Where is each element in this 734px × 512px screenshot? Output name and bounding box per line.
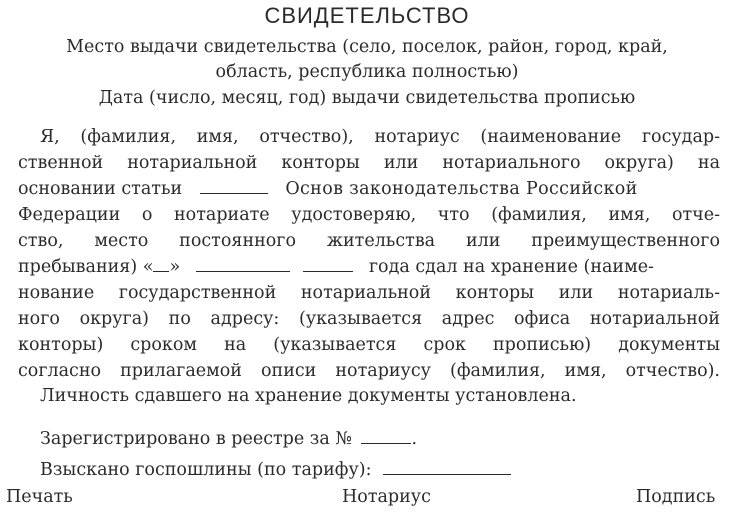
law-name: Основ законодательства Российской (285, 179, 638, 199)
notary-label: Нотариус (342, 487, 431, 507)
seal-label: Печать (6, 487, 73, 507)
article-number-blank[interactable] (200, 178, 268, 194)
body-line-1: Я, (фамилия, имя, отчество), нотариус (наименование государ- (40, 127, 720, 147)
article-label: основании статьи (18, 179, 183, 199)
year-blank[interactable] (303, 256, 353, 272)
fee-amount-blank[interactable] (383, 459, 511, 475)
body-line-10: согласно прилагаемой описи нотариусу (фамилия, имя, отчество). (18, 361, 720, 381)
registry-label: Зарегистрировано в реестре за № (40, 429, 352, 449)
body-line-2: ственной нотариальной конторы или нотариального округа) на (18, 153, 720, 173)
body-line-5: ство, место постоянного жительства или преимущественного (18, 231, 720, 251)
body-line-8: ного округа) по адресу: (указывается адрес офиса нотариальной (18, 309, 720, 329)
registry-line (40, 428, 417, 450)
month-blank[interactable] (196, 256, 290, 272)
document-title: СВИДЕТЕЛЬСТВО (264, 3, 470, 28)
body-line-9: конторы) сроком на (указывается срок прописью) документы (18, 335, 720, 355)
issue-place-line-1: Место выдачи свидетельства (село, поселок, район, город, край, (66, 37, 668, 57)
body-line-3 (18, 178, 720, 200)
body-line-7: нование государственной нотариальной конторы или нотариаль- (18, 283, 720, 303)
issue-date-line: Дата (число, месяц, год) выдачи свидетельства прописью (98, 88, 636, 108)
signature-label: Подпись (636, 487, 716, 507)
identity-line: Личность сдавшего на хранение документы установлена. (40, 386, 577, 406)
body-line-4: Федерации о нотариате удостоверяю, что (фамилия, имя, отче- (18, 205, 720, 225)
fee-line (40, 459, 511, 481)
body-line-6 (18, 256, 720, 278)
registry-number-blank[interactable] (361, 428, 411, 444)
fee-label: Взыскано госпошлины (по тарифу): (40, 460, 372, 480)
issue-place-line-2: область, республика полностью) (215, 62, 519, 82)
registry-period: . (411, 429, 418, 449)
deposit-text: года сдал на хранение (наиме- (368, 257, 654, 277)
quote-close: » (169, 257, 181, 277)
stay-label: пребывания) « (18, 257, 154, 277)
day-blank[interactable] (153, 256, 169, 272)
